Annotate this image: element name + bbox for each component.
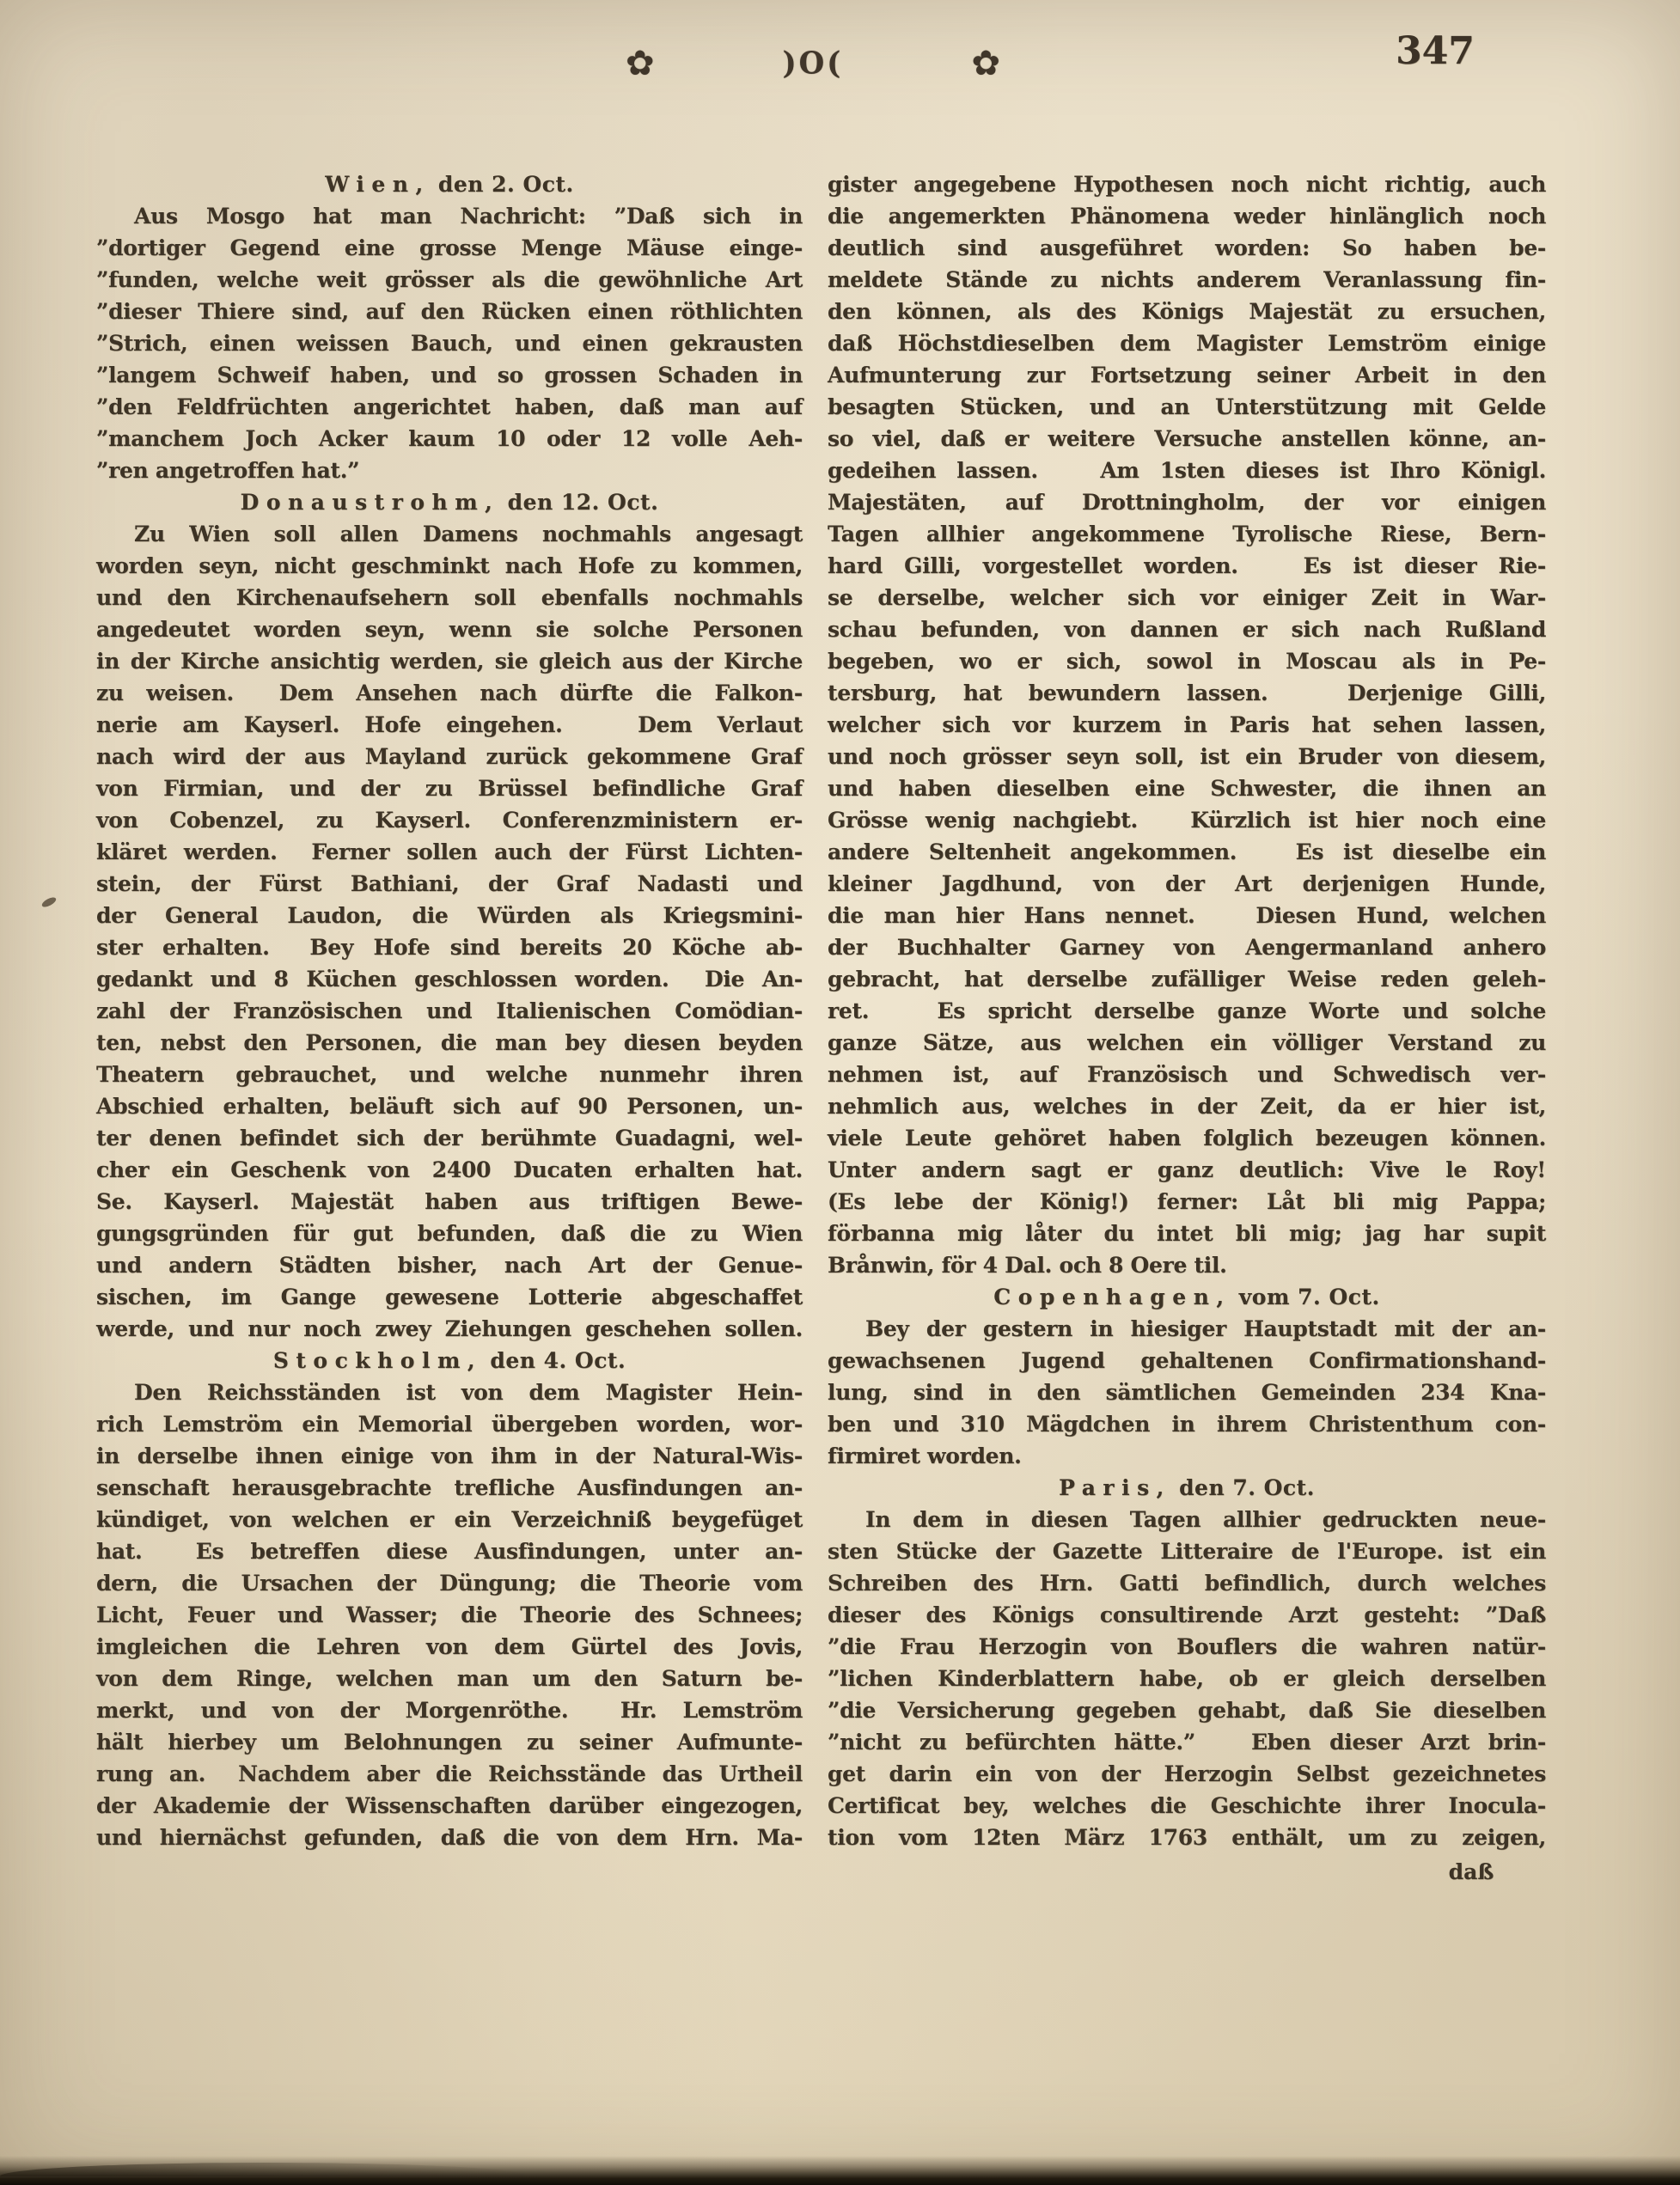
text-line: senschaft herausgebrachte trefliche Ausfindungen an- xyxy=(96,1475,803,1500)
text-line: Theatern gebrauchet, und welche nunmehr ihren xyxy=(96,1062,803,1087)
text-line: rich Lemström ein Memorial übergeben worden, wor- xyxy=(96,1412,803,1437)
text-line: Tagen allhier angekommene Tyrolische Riese, Bern- xyxy=(828,522,1546,546)
text-line: andere Seltenheit angekommen. Es ist dieselbe ein xyxy=(828,839,1546,864)
text-line: nach wird der aus Mayland zurück gekommene Graf xyxy=(96,744,803,769)
text-line: und andern Städten bisher, nach Art der Genue- xyxy=(96,1253,803,1278)
text-line: Grösse wenig nachgiebt. Kürzlich ist hier noch eine xyxy=(828,808,1546,833)
text-line: deutlich sind ausgeführet worden: So haben be- xyxy=(828,235,1546,260)
text-line: sischen, im Gange gewesene Lotterie abgeschaffet xyxy=(96,1285,803,1309)
text-line: Brånwin, för 4 Dal. och 8 Oere til. xyxy=(828,1253,1227,1278)
text-line: besagten Stücken, und an Unterstützung mit Gelde xyxy=(828,394,1546,419)
text-line: und noch grösser seyn soll, ist ein Bruder von diesem, xyxy=(828,744,1546,769)
text-line: ”Strich, einen weissen Bauch, und einen gekrausten xyxy=(96,331,803,356)
dateline-heading xyxy=(96,168,803,200)
text-line: von Cobenzel, zu Kayserl. Conferenzministern er- xyxy=(96,808,803,833)
text-line: so viel, daß er weitere Versuche anstellen könne, an- xyxy=(828,426,1546,451)
text-line: von dem Ringe, welchen man um den Saturn be- xyxy=(96,1666,803,1691)
text-line: ten, nebst den Personen, die man bey diesen beyden xyxy=(96,1030,803,1055)
text-line: gedeihen lassen. Am 1sten dieses ist Ihro Königl. xyxy=(828,458,1546,483)
text-line: daß Höchstdieselben dem Magister Lemström einige xyxy=(828,331,1546,356)
text-line: ”ren angetroffen hat.” xyxy=(96,458,360,483)
text-line: ”dieser Thiere sind, auf den Rücken einen röthlichten xyxy=(96,299,803,324)
text-line: Aus Mosgo hat man Nachricht: ”Daß sich in xyxy=(134,204,803,229)
catchword: daß xyxy=(1448,1859,1494,1884)
text-line: In dem in diesen Tagen allhier gedruckten neue- xyxy=(865,1507,1546,1532)
text-line: Se. Kayserl. Majestät haben aus triftigen Bewe- xyxy=(96,1189,803,1214)
text-line: ”den Feldfrüchten angerichtet haben, daß man auf xyxy=(96,394,803,419)
text-line: begeben, wo er sich, sowol in Moscau als in Pe- xyxy=(828,649,1546,674)
text-line: Majestäten, auf Drottningholm, der vor einigen xyxy=(828,490,1546,515)
text-line: ter denen befindet sich der berühmte Guadagni, wel- xyxy=(96,1126,803,1150)
dateline-heading xyxy=(96,486,803,518)
article-section xyxy=(828,168,1546,1281)
text-line: und hiernächst gefunden, daß die von dem Hrn. Ma- xyxy=(96,1825,803,1850)
text-line: ”nicht zu befürchten hätte.” Eben dieser Arzt brin- xyxy=(828,1730,1546,1755)
text-line: tion vom 12ten März 1763 enthält, um zu zeigen, xyxy=(828,1825,1546,1850)
text-line: in derselbe ihnen einige von ihm in der Natural-Wis- xyxy=(96,1443,803,1468)
text-line: ster erhalten. Bey Hofe sind bereits 20 Köche ab- xyxy=(96,935,803,960)
text-line: worden seyn, nicht geschminkt nach Hofe zu kommen, xyxy=(96,553,803,578)
text-line: merkt, und von der Morgenröthe. Hr. Lemström xyxy=(96,1698,803,1723)
text-line: zu weisen. Dem Ansehen nach dürfte die Falkon- xyxy=(96,681,803,705)
text-line: gewachsenen Jugend gehaltenen Confirmationshand- xyxy=(828,1348,1546,1373)
text-line: ”die Frau Herzogin von Bouflers die wahren natür- xyxy=(828,1634,1546,1659)
header-section-mark: )O( xyxy=(782,46,844,82)
text-line: ”dortiger Gegend eine grosse Menge Mäuse einge- xyxy=(96,235,803,260)
text-line: Certificat bey, welches die Geschichte ihrer Inocula- xyxy=(828,1793,1546,1818)
text-line: Abschied erhalten, beläuft sich auf 90 Personen, un- xyxy=(96,1094,803,1119)
text-line: Licht, Feuer und Wasser; die Theorie des Schnees; xyxy=(96,1602,803,1627)
dateline-place: Stockholm, xyxy=(272,1348,483,1373)
text-line: tersburg, hat bewundern lassen. Derjenige Gilli, xyxy=(828,681,1546,705)
page-number: 347 xyxy=(1396,29,1475,73)
text-line: ”manchem Joch Acker kaum 10 oder 12 volle Aeh- xyxy=(96,426,803,451)
text-line: Den Reichsständen ist von dem Magister Hein- xyxy=(134,1380,803,1405)
text-line: se derselbe, welcher sich vor einiger Zeit in War- xyxy=(828,585,1546,610)
text-line: ”funden, welche weit grösser als die gewöhnliche Art xyxy=(96,267,803,292)
text-line: (Es lebe der König!) ferner: Låt bli mig Pappa; xyxy=(828,1189,1546,1214)
text-line: gungsgründen für gut befunden, daß die zu Wien xyxy=(96,1221,803,1246)
text-line: lung, sind in den sämtlichen Gemeinden 234 Kna- xyxy=(828,1380,1546,1405)
text-line: nehmlich aus, welches in der Zeit, da er hier ist, xyxy=(828,1094,1546,1119)
text-line: hält hierbey um Belohnungen zu seiner Aufmunte- xyxy=(96,1730,803,1755)
text-line: förbanna mig låter du intet bli mig; jag har supit xyxy=(828,1221,1546,1246)
dateline-date: den 7. Oct. xyxy=(1170,1475,1315,1500)
text-line: gedankt und 8 Küchen geschlossen worden. Die An- xyxy=(96,967,803,992)
dateline-heading xyxy=(828,1472,1546,1504)
text-line: stein, der Fürst Bathiani, der Graf Nadasti und xyxy=(96,871,803,896)
text-line: gebracht, hat derselbe zufälliger Weise reden geleh- xyxy=(828,967,1546,992)
header-ornaments xyxy=(626,38,1000,89)
dateline-heading xyxy=(96,1345,803,1376)
text-line: sten Stücke der Gazette Litteraire de l'Europe. ist ein xyxy=(828,1539,1546,1564)
article-section xyxy=(828,1281,1546,1472)
dateline-date: vom 7. Oct. xyxy=(1231,1285,1380,1309)
text-line: ben und 310 Mägdchen in ihrem Christenthum con- xyxy=(828,1412,1546,1437)
text-line: meldete Stände zu nichts anderem Veranlassung fin- xyxy=(828,267,1546,292)
text-line: und haben dieselben eine Schwester, die ihnen an xyxy=(828,776,1546,801)
fleuron-right-icon: ✿ xyxy=(971,44,1000,83)
text-line: ret. Es spricht derselbe ganze Worte und solche xyxy=(828,998,1546,1023)
text-line: in der Kirche ansichtig werden, sie gleich aus der Kirche xyxy=(96,649,803,674)
dateline-place: Paris, xyxy=(1059,1475,1171,1500)
text-line: rung an. Nachdem aber die Reichsstände das Urtheil xyxy=(96,1761,803,1786)
dateline-place: Copenhagen, xyxy=(993,1285,1231,1309)
text-line: welcher sich vor kurzem in Paris hat sehen lassen, xyxy=(828,712,1546,737)
text-line: ganze Sätze, aus welchen ein völliger Verstand zu xyxy=(828,1030,1546,1055)
article-section xyxy=(96,1345,803,1853)
text-line: Bey der gestern in hiesiger Hauptstadt mit der an- xyxy=(865,1316,1546,1341)
text-line: gister angegebene Hypothesen noch nicht richtig, auch xyxy=(828,172,1546,197)
text-line: cher ein Geschenk von 2400 Ducaten erhalten hat. xyxy=(96,1157,803,1182)
dateline-place: Donaustrohm, xyxy=(240,490,500,515)
text-line: ”langem Schweif haben, und so grossen Schaden in xyxy=(96,363,803,388)
article-section xyxy=(828,1472,1546,1853)
text-line: firmiret worden. xyxy=(828,1443,1022,1468)
article-section xyxy=(96,486,803,1345)
dateline-heading xyxy=(828,1281,1546,1313)
text-line: Aufmunterung zur Fortsetzung seiner Arbeit in den xyxy=(828,363,1546,388)
text-line: ”die Versicherung gegeben gehabt, daß Sie dieselben xyxy=(828,1698,1546,1723)
fleuron-left-icon: ✿ xyxy=(626,44,655,83)
text-line: der Akademie der Wissenschaften darüber eingezogen, xyxy=(96,1793,803,1818)
text-line: nerie am Kayserl. Hofe eingehen. Dem Verlaut xyxy=(96,712,803,737)
text-line: get darin ein von der Herzogin Selbst gezeichnetes xyxy=(828,1761,1546,1786)
text-line: dieser des Königs consultirende Arzt gesteht: ”Daß xyxy=(828,1602,1546,1627)
text-line: imgleichen die Lehren von dem Gürtel des Jovis, xyxy=(96,1634,803,1659)
text-line: dern, die Ursachen der Düngung; die Theorie vom xyxy=(96,1571,803,1596)
text-line: der Buchhalter Garney von Aengermanland anhero xyxy=(828,935,1546,960)
text-line: kläret werden. Ferner sollen auch der Fürst Lichten- xyxy=(96,839,803,864)
text-line: zahl der Französischen und Italienischen Comödian- xyxy=(96,998,803,1023)
text-line: Schreiben des Hrn. Gatti befindlich, durch welches xyxy=(828,1571,1546,1596)
left-column xyxy=(96,168,803,1853)
text-line: ”lichen Kinderblattern habe, ob er gleich derselben xyxy=(828,1666,1546,1691)
text-line: von Firmian, und der zu Brüssel befindliche Graf xyxy=(96,776,803,801)
text-line: Unter andern sagt er ganz deutlich: Vive le Roy! xyxy=(828,1157,1546,1182)
dateline-date: den 4. Oct. xyxy=(482,1348,626,1373)
ink-speck xyxy=(40,895,58,909)
text-line: der General Laudon, die Würden als Kriegsmini- xyxy=(96,903,803,928)
dateline-place: Wien, xyxy=(325,172,431,197)
text-line: angedeutet worden seyn, wenn sie solche Personen xyxy=(96,617,803,642)
dateline-date: den 2. Oct. xyxy=(430,172,574,197)
text-line: die man hier Hans nennet. Diesen Hund, welchen xyxy=(828,903,1546,928)
text-line: kündiget, von welchen er ein Verzeichniß beygefüget xyxy=(96,1507,803,1532)
text-line: schau befunden, von dannen er sich nach Rußland xyxy=(828,617,1546,642)
text-line: nehmen ist, auf Französisch und Schwedisch ver- xyxy=(828,1062,1546,1087)
dateline-date: den 12. Oct. xyxy=(499,490,659,515)
text-line: hat. Es betreffen diese Ausfindungen, unter an- xyxy=(96,1539,803,1564)
text-line: werde, und nur noch zwey Ziehungen geschehen sollen. xyxy=(96,1316,803,1341)
text-line: den können, als des Königs Majestät zu ersuchen, xyxy=(828,299,1546,324)
text-line: Zu Wien soll allen Damens nochmahls angesagt xyxy=(134,522,803,546)
text-line: die angemerkten Phänomena weder hinlänglich noch xyxy=(828,204,1546,229)
text-line: und den Kirchenaufsehern soll ebenfalls nochmahls xyxy=(96,585,803,610)
text-line: viele Leute gehöret haben folglich bezeugen können. xyxy=(828,1126,1546,1150)
text-line: kleiner Jagdhund, von der Art derjenigen Hunde, xyxy=(828,871,1546,896)
text-line: hard Gilli, vorgestellet worden. Es ist dieser Rie- xyxy=(828,553,1546,578)
right-column xyxy=(828,168,1546,1853)
article-section xyxy=(96,168,803,486)
